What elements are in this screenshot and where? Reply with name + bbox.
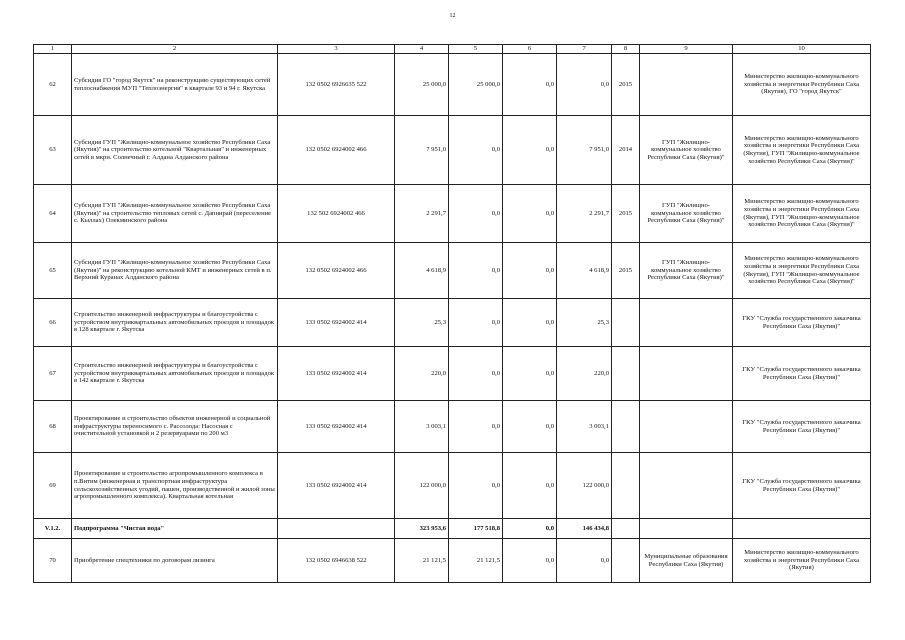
row-code: 133 0502 6924002 414 bbox=[278, 347, 395, 401]
row-name: Строительство инженерной инфраструктуры и благоустройства с устройством внутриквартальных автомобильных проездов и площадок в 128 квартале г. Якутска bbox=[72, 299, 278, 347]
row-number: 70 bbox=[34, 539, 72, 583]
row-col5: 0,0 bbox=[449, 453, 503, 519]
row-col5: 25 000,0 bbox=[449, 54, 503, 116]
row-col7: 2 291,7 bbox=[557, 185, 612, 243]
row-name: Субсидия ГУП "Жилищно-коммунальное хозяйство Республики Саха (Якутия)" на строительство котельной "Квартальная" и инженерных сетей в мкрн. Солнечный г. Алдана Алданского района bbox=[72, 116, 278, 185]
row-col7: 122 000,0 bbox=[557, 453, 612, 519]
subprogram-year bbox=[612, 519, 640, 539]
row-code: 132 0502 6926635 522 bbox=[278, 54, 395, 116]
subprogram-name: Подпрограмма "Чистая вода" bbox=[72, 519, 278, 539]
row-number: 69 bbox=[34, 453, 72, 519]
row-year bbox=[612, 453, 640, 519]
row-col7: 220,0 bbox=[557, 347, 612, 401]
table-row bbox=[34, 185, 871, 243]
row-total: 7 951,0 bbox=[395, 116, 449, 185]
row-year bbox=[612, 299, 640, 347]
row-col6: 0,0 bbox=[503, 347, 557, 401]
page-number: 12 bbox=[449, 13, 456, 19]
row-code: 132 0502 6924002 466 bbox=[278, 243, 395, 299]
subprogram-col5: 177 518,8 bbox=[449, 519, 503, 539]
table-row bbox=[34, 54, 871, 116]
row-code: 133 0502 6924002 414 bbox=[278, 401, 395, 453]
subprogram-ministry bbox=[733, 519, 871, 539]
row-col5: 0,0 bbox=[449, 347, 503, 401]
header-cell: 7 bbox=[557, 45, 612, 54]
row-total: 2 291,7 bbox=[395, 185, 449, 243]
row-year bbox=[612, 347, 640, 401]
row-year: 2015 bbox=[612, 243, 640, 299]
row-col7: 0,0 bbox=[557, 539, 612, 583]
row-ministry: Министерство жилищно-коммунального хозяйства и энергетики Республики Саха (Якутия), ГО "город Якутск" bbox=[733, 54, 871, 116]
row-code: 132 502 6924002 466 bbox=[278, 185, 395, 243]
row-number: 62 bbox=[34, 54, 72, 116]
header-cell: 5 bbox=[449, 45, 503, 54]
row-code: 132 0502 6946638 522 bbox=[278, 539, 395, 583]
header-row bbox=[34, 45, 871, 54]
row-col6: 0,0 bbox=[503, 116, 557, 185]
row-year bbox=[612, 401, 640, 453]
row-code: 132 0502 6924002 466 bbox=[278, 116, 395, 185]
row-col7: 25,3 bbox=[557, 299, 612, 347]
row-col6: 0,0 bbox=[503, 185, 557, 243]
table-row bbox=[34, 299, 871, 347]
row-year bbox=[612, 539, 640, 583]
row-number: 68 bbox=[34, 401, 72, 453]
row-total: 122 000,0 bbox=[395, 453, 449, 519]
row-number: 63 bbox=[34, 116, 72, 185]
row-ministry: ГКУ "Служба государственного заказчика Республики Саха (Якутия)" bbox=[733, 401, 871, 453]
header-cell: 2 bbox=[72, 45, 278, 54]
subprogram-code bbox=[278, 519, 395, 539]
row-col5: 0,0 bbox=[449, 243, 503, 299]
row-name: Субсидия ГО "город Якутск" на реконструкцию существующих сетей теплоснабжения МУП "Теплоэнергия" в квартале 93 и 94 г. Якутска bbox=[72, 54, 278, 116]
row-ministry: Министерство жилищно-коммунального хозяйства и энергетики Республики Саха (Якутия), ГУП "Жилищно-коммунальное хозяйство Республики Саха (Якутия)" bbox=[733, 243, 871, 299]
subprogram-total: 323 953,6 bbox=[395, 519, 449, 539]
row-name: Проектирование и строительство объектов инженерной и социальной инфраструктуры переносимого с. Рассолода: Насосная с очистительной установкой и 2 резервуарами по 200 м3 bbox=[72, 401, 278, 453]
header-cell: 4 bbox=[395, 45, 449, 54]
row-customer: ГУП "Жилищно-коммунальное хозяйство Республики Саха (Якутия)" bbox=[640, 116, 733, 185]
subprogram-col6: 0,0 bbox=[503, 519, 557, 539]
row-col6: 0,0 bbox=[503, 453, 557, 519]
row-col5: 21 121,5 bbox=[449, 539, 503, 583]
header-cell: 6 bbox=[503, 45, 557, 54]
subprogram-col7: 146 434,8 bbox=[557, 519, 612, 539]
row-customer bbox=[640, 299, 733, 347]
row-name: Субсидия ГУП "Жилищно-коммунальное хозяйство Республики Саха (Якутия)" на строительство тепловых сетей с. Дапнирай (переселение с. Кыллах) Олекминского района bbox=[72, 185, 278, 243]
row-total: 25 000,0 bbox=[395, 54, 449, 116]
table-row bbox=[34, 401, 871, 453]
table-row bbox=[34, 243, 871, 299]
row-name: Субсидия ГУП "Жилищно-коммунальное хозяйство Республики Саха (Якутия)" на реконструкцию котельной КМТ и инженерных сетей в п. Верхний Куранах Алданского района bbox=[72, 243, 278, 299]
row-col7: 7 951,0 bbox=[557, 116, 612, 185]
row-year: 2015 bbox=[612, 54, 640, 116]
table-row bbox=[34, 453, 871, 519]
row-code: 133 0502 6924002 414 bbox=[278, 453, 395, 519]
row-total: 220,0 bbox=[395, 347, 449, 401]
header-cell: 8 bbox=[612, 45, 640, 54]
row-ministry: Министерство жилищно-коммунального хозяйства и энергетики Республики Саха (Якутия) bbox=[733, 539, 871, 583]
row-col7: 0,0 bbox=[557, 54, 612, 116]
row-ministry: Министерство жилищно-коммунального хозяйства и энергетики Республики Саха (Якутия), ГУП "Жилищно-коммунальное хозяйство Республики Саха (Якутия)" bbox=[733, 116, 871, 185]
row-year: 2014 bbox=[612, 116, 640, 185]
table-row bbox=[34, 347, 871, 401]
header-cell: 9 bbox=[640, 45, 733, 54]
row-col5: 0,0 bbox=[449, 185, 503, 243]
subprogram-customer bbox=[640, 519, 733, 539]
subprogram-row bbox=[34, 519, 871, 539]
row-number: 67 bbox=[34, 347, 72, 401]
row-col6: 0,0 bbox=[503, 539, 557, 583]
row-col6: 0,0 bbox=[503, 243, 557, 299]
row-ministry: ГКУ "Служба государственного заказчика Республики Саха (Якутия)" bbox=[733, 347, 871, 401]
row-ministry: Министерство жилищно-коммунального хозяйства и энергетики Республики Саха (Якутия), ГУП "Жилищно-коммунальное хозяйство Республики Саха (Якутия)" bbox=[733, 185, 871, 243]
row-col6: 0,0 bbox=[503, 401, 557, 453]
row-code: 133 0502 6924002 414 bbox=[278, 299, 395, 347]
header-cell: 3 bbox=[278, 45, 395, 54]
row-customer bbox=[640, 401, 733, 453]
row-col5: 0,0 bbox=[449, 299, 503, 347]
row-name: Проектирование и строительство агропромышленного комплекса в п.Витим (инженерная и транспортная инфраструктура сельскохозяйственных угодий, пашен, производственной и жилой зоны агропромышленного комплекса). Квартальная котельная bbox=[72, 453, 278, 519]
row-name: Строительство инженерной инфраструктуры и благоустройства с устройством внутриквартальных автомобильных проездов и площадок в 142 квартале г. Якутска bbox=[72, 347, 278, 401]
row-number: 64 bbox=[34, 185, 72, 243]
header-cell: 1 bbox=[34, 45, 72, 54]
row-ministry: ГКУ "Служба государственного заказчика Республики Саха (Якутия)" bbox=[733, 453, 871, 519]
row-customer: ГУП "Жилищно-коммунальное хозяйство Республики Саха (Якутия)" bbox=[640, 185, 733, 243]
program-table bbox=[33, 44, 871, 583]
subprogram-number: V.1.2. bbox=[34, 519, 72, 539]
row-ministry: ГКУ "Служба государственного заказчика Республики Саха (Якутия)" bbox=[733, 299, 871, 347]
row-total: 25,3 bbox=[395, 299, 449, 347]
row-total: 21 121,5 bbox=[395, 539, 449, 583]
row-col7: 3 003,1 bbox=[557, 401, 612, 453]
row-customer: Муниципальные образования Республики Саха (Якутия) bbox=[640, 539, 733, 583]
row-total: 4 618,9 bbox=[395, 243, 449, 299]
row-customer: ГУП "Жилищно-коммунальное хозяйство Республики Саха (Якутия)" bbox=[640, 243, 733, 299]
row-name: Приобретение спецтехники по договорам лизинга bbox=[72, 539, 278, 583]
row-col5: 0,0 bbox=[449, 401, 503, 453]
row-total: 3 003,1 bbox=[395, 401, 449, 453]
table-row bbox=[34, 539, 871, 583]
row-col6: 0,0 bbox=[503, 54, 557, 116]
row-number: 66 bbox=[34, 299, 72, 347]
row-customer bbox=[640, 347, 733, 401]
header-cell: 10 bbox=[733, 45, 871, 54]
row-col7: 4 618,9 bbox=[557, 243, 612, 299]
row-col6: 0,0 bbox=[503, 299, 557, 347]
row-customer bbox=[640, 453, 733, 519]
row-customer bbox=[640, 54, 733, 116]
table-row bbox=[34, 116, 871, 185]
row-number: 65 bbox=[34, 243, 72, 299]
row-year: 2015 bbox=[612, 185, 640, 243]
row-col5: 0,0 bbox=[449, 116, 503, 185]
